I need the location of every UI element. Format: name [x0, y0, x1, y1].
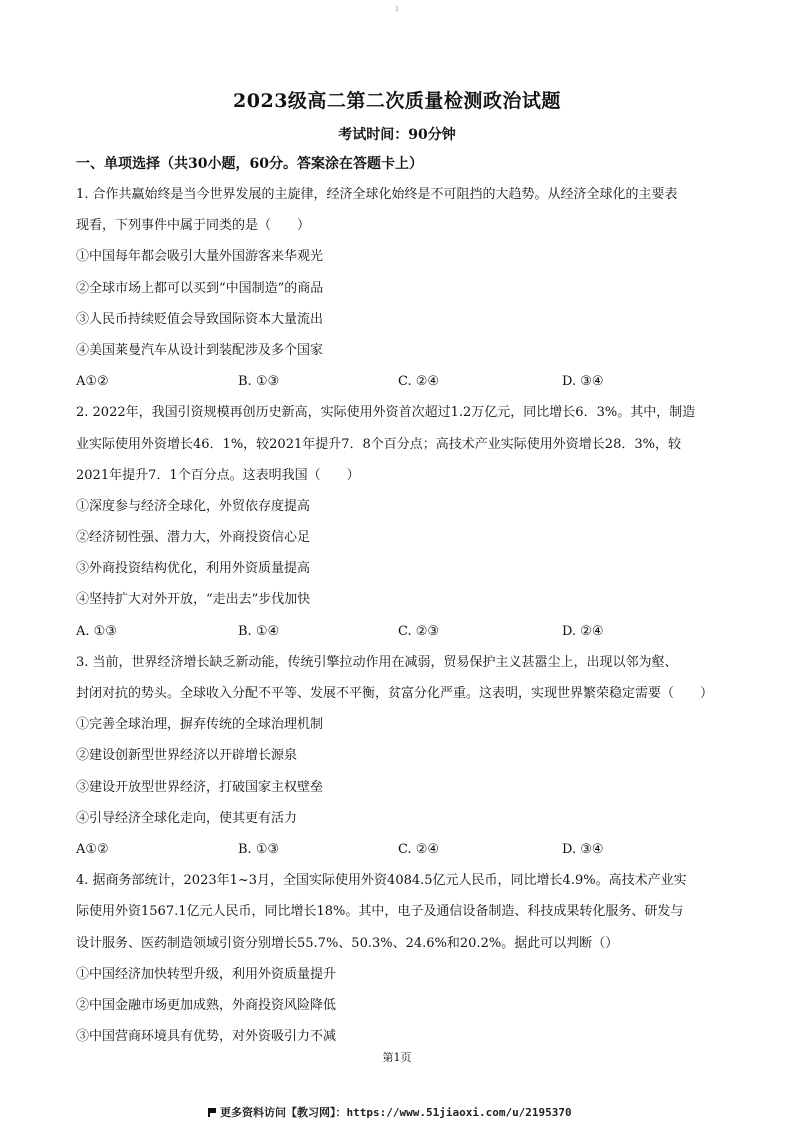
question-stem-line: 2. 2022年，我国引资规模再创历史新高，实际使用外资首次超过1.2万亿元，同比增长6．3%。其中，制造	[76, 405, 696, 421]
statement-item: ③中国营商环境具有优势，对外资吸引力不减	[76, 1029, 337, 1045]
footer-link-text[interactable]: 更多资料访问【教习网】：https://www.51jiaoxi.com/u/2195370	[220, 1106, 572, 1119]
question-list	[76, 184, 724, 1057]
section-heading: 一、单项选择（共30小题，60分。答案涂在答题卡上）	[76, 156, 423, 172]
question-stem-line: 4. 据商务部统计，2023年1~3月，全国实际使用外资4084.5亿元人民币，同比增长4.9%。高技术产业实	[76, 873, 687, 889]
question-stem-line: 1. 合作共赢始终是当今世界发展的主旋律，经济全球化始终是不可阻挡的大趋势。从经济全球化的主要表	[76, 187, 678, 202]
question-2	[76, 402, 724, 652]
page-number: 第1页	[382, 1051, 412, 1064]
question-stem-line: 封闭对抗的势头。全球收入分配不平等、发展不平衡，贫富分化严重。这表明，实现世界繁荣稳定需要（ ）	[76, 686, 714, 701]
answer-options	[76, 371, 724, 402]
option-d[interactable]: D. ②④	[562, 623, 604, 639]
statement-item: ③外商投资结构优化，利用外资质量提高	[76, 561, 311, 577]
question-stem-line: 际使用外资1567.1亿元人民币，同比增长18%。其中，电子及通信设备制造、科技成果转化服务、研发与	[76, 904, 684, 920]
question-4	[76, 870, 724, 1057]
option-b[interactable]: B. ①④	[238, 623, 280, 639]
option-a[interactable]: A①②	[76, 374, 109, 390]
option-d[interactable]: D. ③④	[562, 841, 604, 857]
option-c[interactable]: C. ②③	[398, 623, 440, 639]
statement-item: ②建设创新型世界经济以开辟增长源泉	[76, 748, 298, 764]
statement-item: ①中国经济加快转型升级，利用外资质量提升	[76, 966, 337, 982]
question-stem-line: 业实际使用外资增长46．1%，较2021年提升7．8个百分点；高技术产业实际使用外资增长28．3%，较	[76, 436, 681, 452]
statement-item: ③建设开放型世界经济，打破国家主权壁垒	[76, 779, 324, 795]
flag-icon	[208, 1108, 216, 1117]
statement-item: ②经济韧性强、潜力大，外商投资信心足	[76, 530, 311, 546]
page-mark: 1	[395, 6, 399, 13]
answer-options	[76, 621, 724, 652]
question-stem-line: 现看，下列事件中属于同类的是（ ）	[76, 218, 311, 234]
statement-item: ②中国金融市场更加成熟，外商投资风险降低	[76, 997, 337, 1013]
answer-options	[76, 839, 724, 870]
option-c[interactable]: C. ②④	[398, 841, 440, 857]
option-b[interactable]: B. ①③	[238, 374, 280, 390]
question-1	[76, 184, 724, 402]
option-c[interactable]: C. ②④	[398, 374, 440, 390]
option-a[interactable]: A①②	[76, 841, 109, 857]
statement-item: ③人民币持续贬值会导致国际资本大量流出	[76, 311, 324, 327]
option-b[interactable]: B. ①③	[238, 841, 280, 857]
statement-item: ①完善全球治理，摒弃传统的全球治理机制	[76, 717, 324, 733]
exam-title: 2023级高二第二次质量检测政治试题	[233, 90, 561, 112]
option-a[interactable]: A. ①③	[76, 623, 117, 639]
footer-link[interactable]	[208, 1104, 572, 1120]
question-stem-line: 设计服务、医药制造领域引资分别增长55.7%、50.3%、24.6%和20.2%。据此可以判断（）	[76, 935, 619, 951]
question-3	[76, 652, 724, 870]
statement-item: ④美国莱曼汽车从设计到装配涉及多个国家	[76, 342, 324, 358]
statement-item: ①中国每年都会吸引大量外国游客来华观光	[76, 249, 324, 265]
question-stem-line: 2021年提升7．1个百分点。这表明我国（ ）	[76, 467, 360, 483]
statement-item: ②全球市场上都可以买到“中国制造”的商品	[76, 280, 324, 296]
option-d[interactable]: D. ③④	[562, 374, 604, 390]
statement-item: ④引导经济全球化走向，使其更有活力	[76, 810, 298, 826]
statement-item: ④坚持扩大对外开放，“走出去”步伐加快	[76, 592, 311, 608]
question-stem-line: 3. 当前，世界经济增长缺乏新动能，传统引擎拉动作用在减弱，贸易保护主义甚嚣尘上，出现以邻为壑、	[76, 654, 678, 670]
exam-duration: 考试时间：90分钟	[338, 127, 456, 143]
statement-item: ①深度参与经济全球化，外贸依存度提高	[76, 498, 311, 514]
